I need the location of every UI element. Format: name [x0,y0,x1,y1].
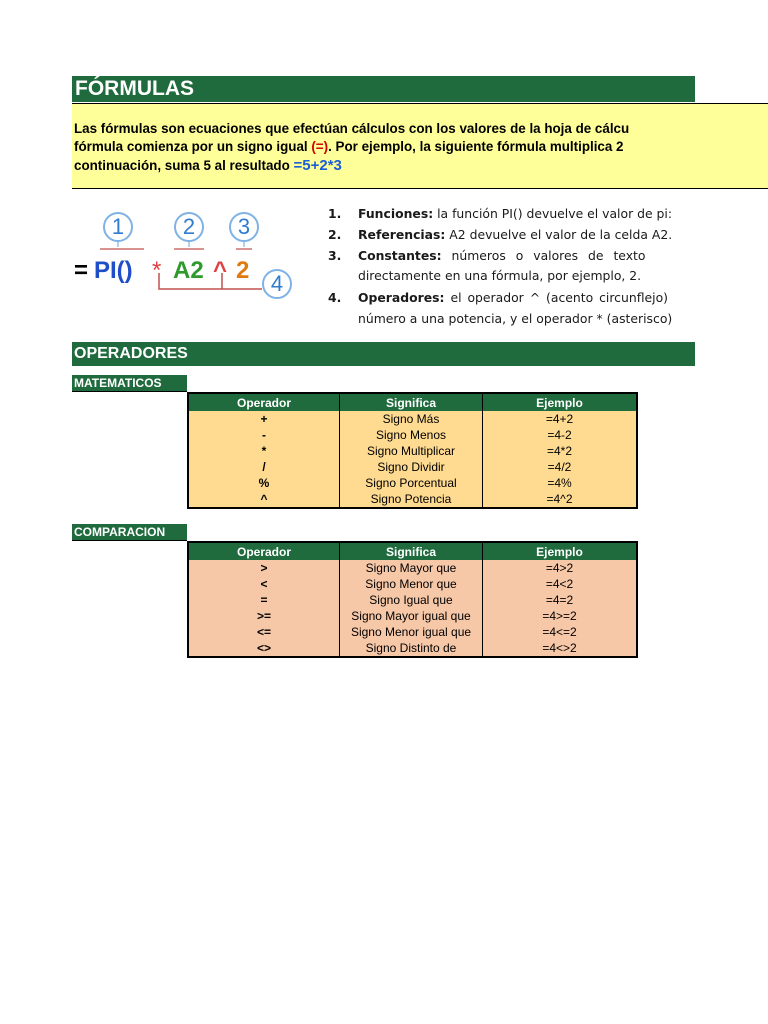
diagram-equals: = [74,257,89,284]
meaning-cell: Signo Más [340,411,483,427]
meaning-cell: Signo Menos [340,427,483,443]
intro-line-2-a: fórmula comienza por un signo igual [74,139,312,154]
example-cell: =4>2 [483,560,638,576]
example-cell: =4-2 [483,427,638,443]
table-row [188,592,637,608]
table-row [188,443,637,459]
meaning-cell: Signo Menor que [340,576,483,592]
meaning-cell: Signo Mayor igual que [340,608,483,624]
example-cell: =4<2 [483,576,638,592]
circle-1-icon: 1 [103,212,133,242]
operator-cell: <> [188,640,340,657]
example-formula: =5+2*3 [293,157,342,174]
operator-cell: >= [188,608,340,624]
example-cell: =4+2 [483,411,638,427]
column-header-significa: Significa [340,393,483,411]
table-row [188,624,637,640]
equals-sign-highlight: (=) [311,139,329,154]
diagram-constant-two: 2 [236,257,250,284]
example-cell: =4=2 [483,592,638,608]
comparacion-table [187,541,638,658]
intro-box [72,103,768,189]
diagram-caret-operator: ^ [213,257,228,284]
operadores-header: OPERADORES [72,342,695,366]
meaning-cell: Signo Multiplicar [340,443,483,459]
table-row [188,560,637,576]
operator-cell: % [188,475,340,491]
meaning-cell: Signo Menor igual que [340,624,483,640]
operator-cell: <= [188,624,340,640]
intro-line-3-a: continuación, suma 5 al resultado [74,158,294,173]
operator-cell: = [188,592,340,608]
column-header-significa: Significa [340,542,483,560]
column-header-operador: Operador [188,542,340,560]
intro-line-3 [74,157,342,174]
example-cell: =4>=2 [483,608,638,624]
operator-cell: * [188,443,340,459]
table-row [188,640,637,657]
intro-line-2 [74,139,624,154]
comparacion-label: COMPARACION [72,524,187,541]
table-header-row [188,393,637,411]
table-row [188,411,637,427]
diagram-pi-function: PI() [94,257,133,284]
circle-3-icon: 3 [229,212,259,242]
meaning-cell: Signo Igual que [340,592,483,608]
intro-line-1: Las fórmulas son ecuaciones que efectúan cálculos con los valores de la hoja de cálcu [74,121,630,136]
example-cell: =4<>2 [483,640,638,657]
meaning-cell: Signo Dividir [340,459,483,475]
circle-4-icon: 4 [262,269,292,299]
meaning-cell: Signo Potencia [340,491,483,508]
operator-cell: + [188,411,340,427]
formula-diagram [72,205,312,305]
operator-cell: < [188,576,340,592]
table-row [188,459,637,475]
table-row [188,427,637,443]
column-header-ejemplo: Ejemplo [483,542,638,560]
example-cell: =4% [483,475,638,491]
components-list: 1. Funciones: la función PI() devuelve el valor de pi: 2. Referencias: A2 devuelve el valor de la celda A2. 3. Constantes: números o valores de texto directamente en una fórmula, por ejemplo, 2. 4. Operadores: el operador ^ (acento circunflejo) número a una potencia, y el operador * (asterisco) [328,206,673,326]
table-row [188,475,637,491]
intro-line-2-b: . Por ejemplo, la siguiente fórmula multiplica 2 [328,139,624,154]
operator-cell: / [188,459,340,475]
example-cell: =4/2 [483,459,638,475]
column-header-ejemplo: Ejemplo [483,393,638,411]
operator-cell: ^ [188,491,340,508]
diagram-star-operator: * [152,257,162,284]
meaning-cell: Signo Mayor que [340,560,483,576]
example-cell: =4*2 [483,443,638,459]
table-header-row [188,542,637,560]
column-header-operador: Operador [188,393,340,411]
matematicos-label: MATEMATICOS [72,375,187,392]
circle-2-icon: 2 [174,212,204,242]
table-row [188,576,637,592]
example-cell: =4<=2 [483,624,638,640]
matematicos-table [187,392,638,509]
diagram-a2-reference: A2 [173,257,204,284]
meaning-cell: Signo Distinto de [340,640,483,657]
table-row [188,608,637,624]
meaning-cell: Signo Porcentual [340,475,483,491]
table-row [188,491,637,508]
operator-cell: - [188,427,340,443]
example-cell: =4^2 [483,491,638,508]
formulas-header: FÓRMULAS [72,76,695,102]
operator-cell: > [188,560,340,576]
